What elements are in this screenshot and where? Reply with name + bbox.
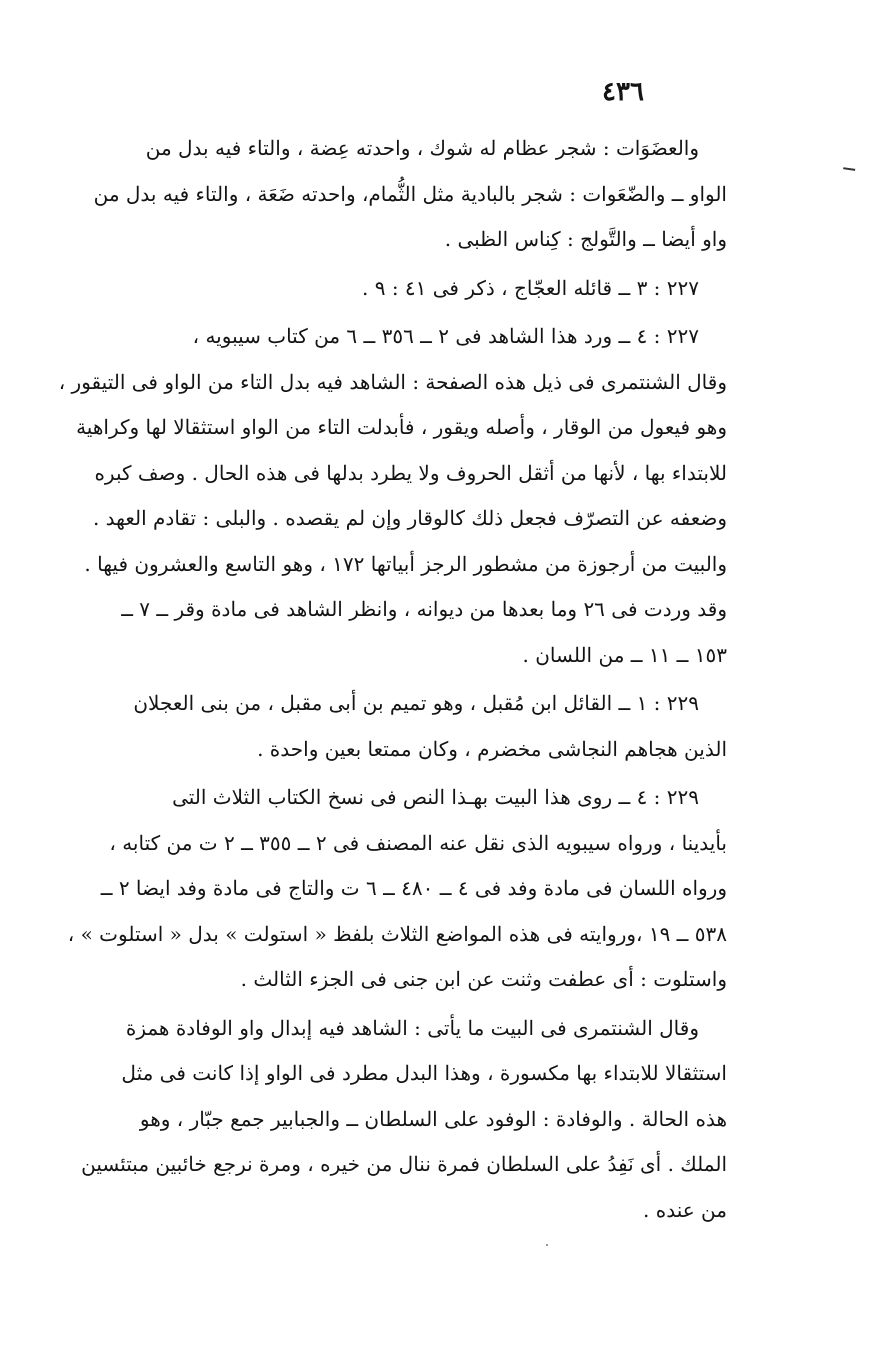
text-line: الذين هجاهم النجاشى مخضرم ، وكان ممتعا بعين واحدة . [257,736,727,761]
text-line: وضعفه عن التصرّف فجعل ذلك كالوقار وإن لم يقصده . والبلى : تقادم العهد . [92,506,727,530]
text-line: واستلوت : أى عطفت وثنت عن ابن جنى فى الجزء الثالث . [240,967,727,991]
text-line: واو أيضا ــ والتَّولج : كِناس الظبى . [444,227,727,251]
text-line: والبيت من أرجوزة من مشطور الرجز أبياتها ١٧٢ ، وهو التاسع والعشرون فيها . [84,551,727,576]
text-line: وقال الشنتمرى فى البيت ما يأتى : الشاهد فيه إبدال واو الوفادة همزة [125,1015,699,1040]
text-line: ٥٣٨ ــ ١٩ ،وروايته فى هذه المواضع الثلاث بلفظ « استولت » بدل « استلوت » ، [67,921,727,946]
paragraph [12,681,727,772]
paragraph [12,314,727,678]
text-line: وهو فيعول من الوقار ، وأصله ويقور ، فأبدلت التاء من الواو استثقالا لها وكراهية [76,415,727,439]
text-line: ٢٢٩ : ١ ــ القائل ابن مُقبل ، وهو تميم بن أبى مقبل ، من بنى العجلان [133,691,699,715]
margin-mark [843,167,856,174]
text-line: من عنده . [643,1197,727,1222]
text-line: الواو ــ والضّعَوات : شجر بالبادية مثل الثُّمام، واحدته ضَعَة ، والتاء فيه بدل من [93,181,727,206]
text-line: ورواه اللسان فى مادة وفد فى ٤ ــ ٤٨٠ ــ ٦ ت والتاج فى مادة وفد ايضا ٢ ــ [100,876,727,900]
text-line: هذه الحالة . والوفادة : الوفود على السلطان ــ والجبابير جمع جبّار ، وهو [139,1106,727,1131]
text-line: بأيدينا ، ورواه سيبويه الذى نقل عنه المصنف فى ٢ ــ ٣٥٥ ــ ٢ ت من كتابه ، [109,830,727,855]
text-line: والعضَوَات : شجر عظام له شوك ، واحدته عِضة ، والتاء فيه بدل من [145,136,699,160]
text-line: وقال الشنتمرى فى ذيل هذه الصفحة : الشاهد فيه بدل التاء من الواو فى التيقور ، [58,369,727,394]
text-line: وقد وردت فى ٢٦ وما بعدها من ديوانه ، وانظر الشاهد فى مادة وقر ــ ٧ ــ [121,597,727,621]
ink-speck [546,1244,548,1246]
text-line: ٢٢٧ : ٣ ــ قائله العجّاج ، ذكر فى ٤١ : ٩ . [362,275,699,300]
text-line: ٢٢٧ : ٤ ــ ورد هذا الشاهد فى ٢ ــ ٣٥٦ ــ ٦ من كتاب سيبويه ، [192,324,699,348]
paragraph [12,266,727,312]
text-line: ١٥٣ ــ ١١ ــ من اللسان . [522,642,727,667]
text-line: ٢٢٩ : ٤ ــ روى هذا البيت بهـذا النص فى نسخ الكتاب الثلاث التى [172,785,699,809]
paragraph [12,775,727,1003]
text-line: استثقالا للابتداء بها مكسورة ، وهذا البدل مطرد فى الواو إذا كانت فى مثل [121,1061,727,1085]
page-number: ٤٣٦ [602,77,644,107]
text-line: الملك . أى نَفِدُ على السلطان فمرة ننال من خيره ، ومرة نرجع خائبين مبتئسين [81,1152,727,1176]
text-line: للابتداء بها ، لأنها من أثقل الحروف ولا يطرد بدلها فى هذه الحال . وصف كبره [94,460,727,485]
paragraph [12,126,727,263]
commentary-text [12,126,727,1236]
paragraph [12,1006,727,1234]
